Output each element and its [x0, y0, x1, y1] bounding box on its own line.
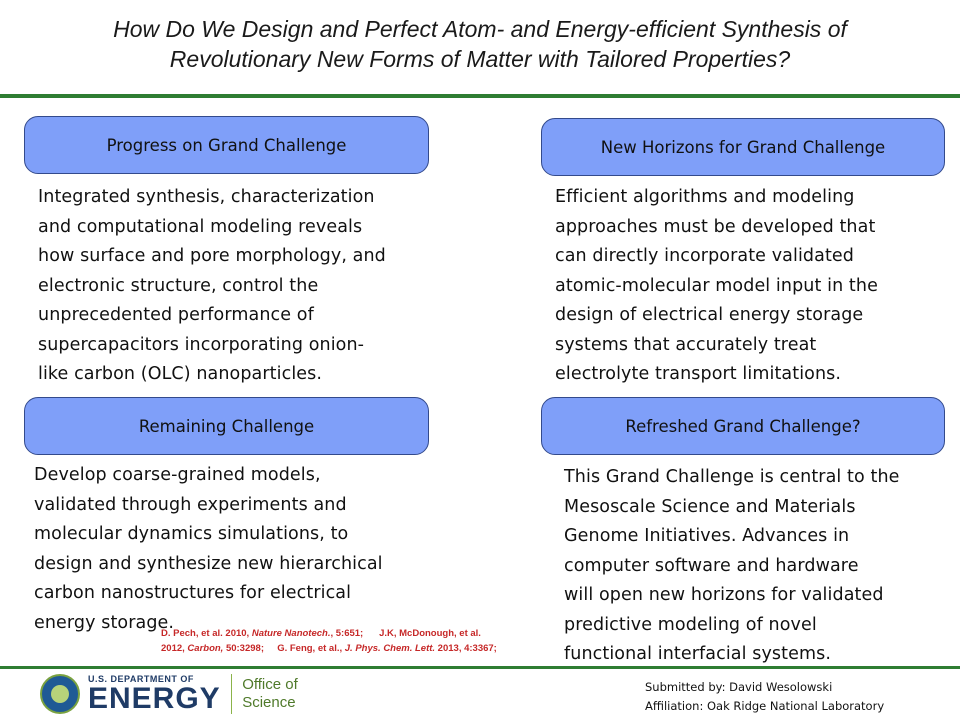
reference-line-2 [161, 641, 556, 656]
progress-line: Integrated synthesis, characterization [38, 187, 375, 207]
horizons-line: electrolyte transport limitations. [555, 364, 842, 384]
refreshed-paragraph [564, 463, 949, 670]
horizons-paragraph [555, 183, 945, 390]
horizons-line: approaches must be developed that [555, 216, 876, 237]
references [161, 626, 556, 656]
doe-big-text: ENERGY [88, 682, 221, 715]
logo-separator [231, 674, 233, 714]
progress-paragraph [38, 183, 438, 390]
reference-line-1 [161, 626, 556, 641]
office-line-2: Science [242, 694, 296, 711]
ref3-journal: J. Phys. Chem. Lett. [344, 643, 436, 654]
ref1-journal: Nature Nanotech. [251, 628, 331, 639]
horizons-heading: New Horizons for Grand Challenge [600, 137, 886, 157]
slide-title [30, 14, 930, 74]
ref1-rest: , 5:651; [330, 628, 364, 639]
progress-line: like carbon (OLC) nanoparticles. [38, 364, 323, 384]
progress-line: and computational modeling reveals [38, 216, 363, 237]
refreshed-line: functional interfacial systems. [564, 644, 831, 664]
refreshed-line: predictive modeling of novel [564, 614, 817, 635]
horizons-line: can directly incorporate validated [555, 246, 854, 266]
ref3-authors: G. Feng, et al., [277, 643, 345, 654]
remaining-line: energy storage. [34, 612, 175, 633]
remaining-line: molecular dynamics simulations, to [34, 524, 349, 544]
remaining-line: carbon nanostructures for electrical [34, 583, 352, 603]
ref2-authors-b: 2012, [161, 643, 188, 654]
remaining-heading: Remaining Challenge [138, 416, 315, 436]
title-line-1: How Do We Design and Perfect Atom- and Energy-efficient Synthesis of [113, 16, 847, 42]
progress-heading: Progress on Grand Challenge [106, 135, 347, 155]
ref3-rest: 2013, 4:3367; [435, 643, 497, 654]
doe-small-text: U.S. DEPARTMENT OF [88, 674, 194, 684]
remaining-line: validated through experiments and [34, 494, 347, 515]
refreshed-heading-box [541, 397, 945, 455]
refreshed-heading: Refreshed Grand Challenge? [625, 416, 861, 436]
horizons-heading-box [541, 118, 945, 176]
submission-info [645, 678, 884, 716]
progress-line: unprecedented performance of [38, 305, 314, 325]
doe-seal-icon [40, 674, 80, 714]
remaining-line: design and synthesize new hierarchical [34, 553, 383, 574]
submitted-by: Submitted by: David Wesolowski [645, 680, 833, 694]
remaining-paragraph [34, 461, 444, 638]
ref2-journal: Carbon, [187, 643, 224, 654]
progress-heading-box [24, 116, 429, 174]
affiliation: Affiliation: Oak Ridge National Laboratory [645, 699, 885, 713]
office-line-1: Office of [242, 676, 298, 693]
ref2-rest: 50:3298; [223, 643, 264, 654]
progress-line: supercapacitors incorporating onion- [38, 334, 365, 355]
horizons-line: atomic-molecular model input in the [555, 275, 878, 296]
title-divider [0, 94, 960, 98]
title-line-2: Revolutionary New Forms of Matter with Tailored Properties? [169, 46, 791, 72]
progress-line: electronic structure, control the [38, 275, 319, 296]
office-of-science-text [242, 676, 298, 712]
doe-wordmark [88, 674, 221, 714]
progress-line: how surface and pore morphology, and [38, 246, 386, 266]
refreshed-line: will open new horizons for validated [564, 585, 884, 605]
horizons-line: systems that accurately treat [555, 334, 817, 355]
ref2-authors-a: J.K, McDonough, et al. [379, 628, 481, 639]
doe-office-of-science-logo [40, 672, 298, 716]
ref1-authors: D. Pech, et al. 2010, [161, 628, 252, 639]
refreshed-line: This Grand Challenge is central to the [564, 467, 900, 487]
remaining-line: Develop coarse-grained models, [34, 465, 321, 485]
refreshed-line: computer software and hardware [564, 555, 859, 576]
footer-divider [0, 666, 960, 669]
horizons-line: design of electrical energy storage [555, 305, 864, 325]
horizons-line: Efficient algorithms and modeling [555, 187, 855, 207]
refreshed-line: Genome Initiatives. Advances in [564, 526, 850, 546]
remaining-heading-box [24, 397, 429, 455]
refreshed-line: Mesoscale Science and Materials [564, 496, 856, 517]
